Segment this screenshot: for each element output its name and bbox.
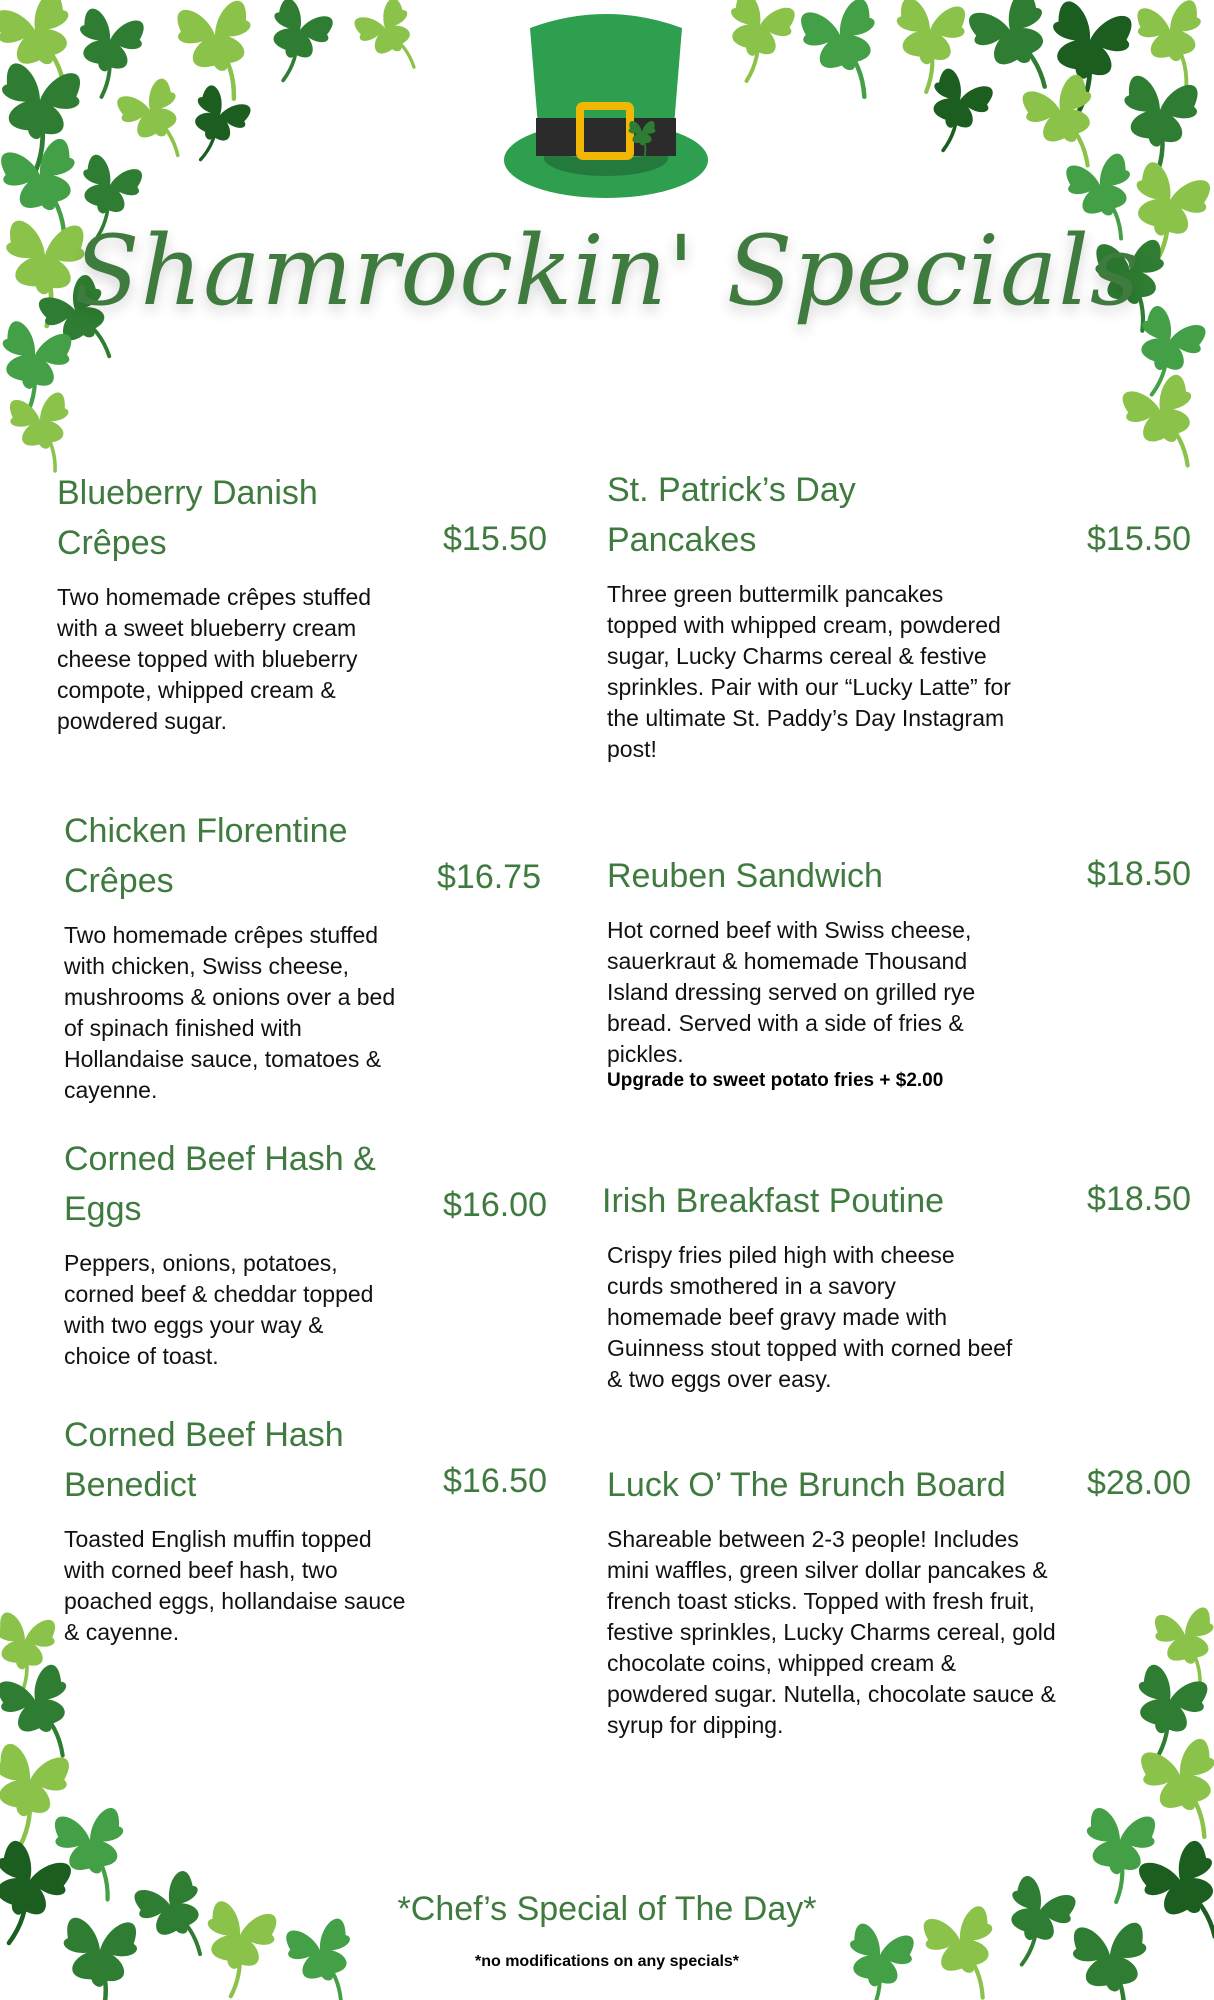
menu-item-description: Three green buttermilk pancakes topped with whipped cream, powdered sugar, Lucky Charms cereal & festive sprinkles. Pair with our “Lucky Latte” for the ultimate St. Paddy’s Day Instagram post! (607, 581, 1011, 762)
shamrock-icon (172, 82, 254, 170)
menu-item-name: Blueberry Danish Crêpes (57, 474, 318, 562)
menu-item (64, 1134, 547, 1372)
menu-item-description: Two homemade crêpes stuffed with a sweet blueberry cream cheese topped with blueberry compote, whipped cream & powdered sugar. (57, 584, 372, 734)
menu-item-description: Shareable between 2-3 people! Includes mini waffles, green silver dollar pancakes & french toast sticks. Topped with fresh fruit, festive sprinkles, Lucky Charms cereal, gold chocolate coins, whipped cream & powdered sugar. Nutella, chocolate sauce & syrup for dipping. (607, 1526, 1056, 1738)
menu-item-price: $16.50 (443, 1462, 547, 1500)
menu-item-description: Crispy fries piled high with cheese curds smothered in a savory homemade beef gravy made with Guinness stout topped with corned beef & two eggs over easy. (607, 1242, 1013, 1392)
menu-item-description: Two homemade crêpes stuffed with chicken, Swiss cheese, mushrooms & onions over a bed of spinach finished with Hollandaise sauce, tomatoes & cayenne. (64, 922, 396, 1103)
shamrock-icon (113, 76, 199, 171)
shamrock-icon (251, 0, 337, 90)
shamrock-icon (710, 0, 798, 90)
no-modifications-note: *no modifications on any specials* (474, 1953, 740, 1970)
menu-item-name: Chicken Florentine Crêpes (64, 812, 348, 900)
menu-item-price: $16.00 (443, 1186, 547, 1224)
menu-item-name: Corned Beef Hash & Eggs (64, 1140, 376, 1228)
shamrock-icon (797, 0, 893, 108)
shamrock-icon (911, 66, 997, 161)
menu-item-name: St. Patrick’s Day Pancakes (607, 471, 856, 559)
menu-item-name: Corned Beef Hash Benedict (64, 1416, 344, 1504)
shamrock-icon (1018, 72, 1113, 180)
menu-item-description: Peppers, onions, potatoes, corned beef & cheddar topped with two eggs your way & choice of toast. (64, 1250, 374, 1369)
menu-item-price: $16.75 (437, 858, 541, 896)
page-title: Shamrockin' Specials (73, 215, 1141, 327)
menu-item-name: Luck O’ The Brunch Board (607, 1466, 1006, 1504)
shamrock-cluster-bottom-left (0, 1611, 366, 2000)
menu-item-price: $15.50 (1087, 520, 1191, 558)
menu-item-price: $15.50 (443, 520, 547, 558)
menu-item-description: Hot corned beef with Swiss cheese, sauerkraut & homemade Thousand Island dressing served on grilled rye bread. Served with a side of fries & pickles. (607, 917, 976, 1067)
menu-item-price: $18.50 (1087, 1180, 1191, 1218)
menu-item-description: Toasted English muffin topped with corned beef hash, two poached eggs, hollandaise sauce & cayenne. (64, 1526, 406, 1645)
shamrock-icon (1118, 372, 1213, 480)
shamrock-icon (351, 0, 433, 83)
leprechaun-hat-icon (504, 14, 708, 198)
shamrock-icon (7, 391, 78, 477)
menu-item-price: $28.00 (1087, 1464, 1191, 1502)
chefs-special-heading: *Chef’s Special of The Day* (397, 1890, 817, 1928)
menu-item (64, 1410, 547, 1648)
menu-item (57, 468, 547, 737)
menu-item (607, 1460, 1191, 1741)
menu-item-name: Irish Breakfast Poutine (602, 1182, 945, 1220)
shamrock-icon (1134, 0, 1211, 92)
menu-item (607, 465, 1191, 765)
menu-item-price: $18.50 (1087, 855, 1191, 893)
menu-item-name: Reuben Sandwich (607, 857, 883, 895)
menu-item (64, 806, 541, 1106)
menu-item (607, 851, 1191, 1092)
menu-item-upgrade-note: Upgrade to sweet potato fries + $2.00 (607, 1070, 944, 1091)
menu-item (602, 1176, 1191, 1395)
